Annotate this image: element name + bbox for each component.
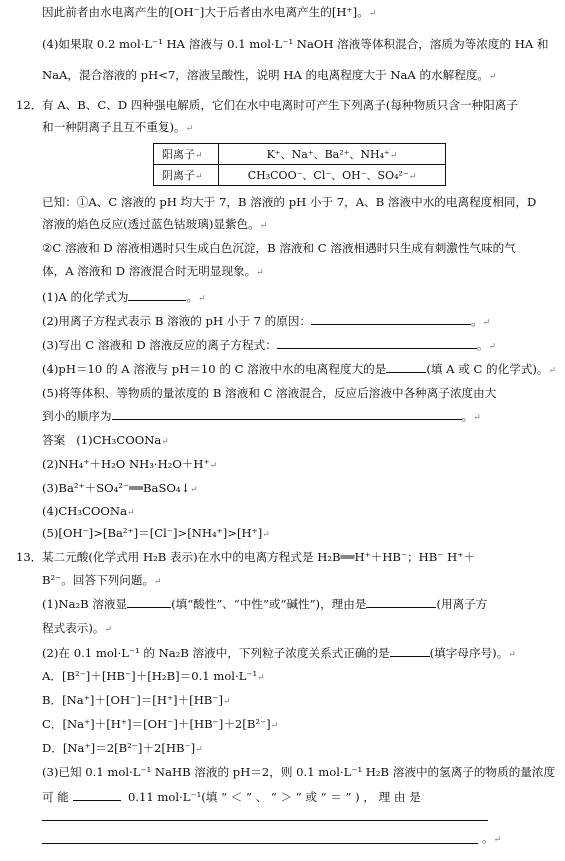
answer-line-blank[interactable] — [42, 843, 478, 844]
option-b: B．[Na⁺]＋[OH⁻]＝[H⁺]＋[HB⁻]↵ — [42, 693, 231, 707]
answer-blank[interactable] — [127, 596, 171, 608]
sub-question-13-3: (3)已知 0.1 mol·L⁻¹ NaHB 溶液的 pH＝2，则 0.1 mol·L⁻¹ H₂B 溶液中的氢离子的物质的量浓度 — [42, 765, 556, 779]
answer-line: (2)NH₄⁺＋H₂O NH₃·H₂O＋H⁺↵ — [42, 457, 218, 471]
answer-blank[interactable] — [128, 289, 186, 301]
sub-question-13-1: (1)Na₂B 溶液显 (填“酸性”、“中性”或“碱性”)，理由是 (用离子方 — [42, 597, 488, 611]
question-12-stem: 有 A、B、C、D 四种强电解质，它们在水中电离时可产生下列离子(每种物质只含一种阳离子 — [42, 98, 518, 112]
known-condition: ②C 溶液和 D 溶液相遇时只生成白色沉淀，B 溶液和 C 溶液相遇时只生成有刺激性气味的气 — [42, 241, 516, 255]
answer-blank[interactable] — [386, 361, 426, 373]
closing-period: 。↵ — [482, 831, 502, 845]
ion-table — [153, 143, 446, 186]
sub-question-3: (3)写出 C 溶液和 D 溶液反应的离子方程式： 。↵ — [42, 338, 496, 352]
sub-question-13-1: 程式表示)。↵ — [42, 621, 113, 635]
known-condition: 体，A 溶液和 D 溶液混合时无明显现象。↵ — [42, 264, 264, 278]
answer-line: (4)CH₃COONa↵ — [42, 504, 135, 518]
sub-question-13-3: 可 能 0.11 mol·L⁻¹(填 “ ＜ ” 、 “ ＞ ” 或 “ ＝ ” ) ， 理 由 是 — [42, 790, 421, 804]
answer-blank[interactable] — [390, 645, 430, 657]
answer-blank[interactable] — [311, 313, 471, 325]
cation-ions: K⁺、Na⁺、Ba²⁺、NH₄⁺↵ — [219, 144, 446, 165]
answer-blank[interactable] — [277, 337, 477, 349]
question-13-stem: 某二元酸(化学式用 H₂B 表示)在水中的电离方程式是 H₂B══H⁺＋HB⁻；HB⁻ H⁺＋ — [42, 550, 475, 564]
sub-question-1: (1)A 的化学式为 。↵ — [42, 290, 206, 304]
anion-label: 阴离子↵ — [154, 165, 219, 186]
option-d: D．[Na⁺]＝2[B²⁻]＋2[HB⁻]↵ — [42, 741, 203, 755]
answer-line: (3)Ba²⁺＋SO₄²⁻══BaSO₄↓↵ — [42, 481, 198, 495]
sub-question-5: (5)将等体积、等物质的量浓度的 B 溶液和 C 溶液混合，反应后溶液中各种离子浓度由大 — [42, 386, 497, 400]
sub-question-5: 到小的顺序为 。↵ — [42, 409, 481, 423]
answer-line-blank[interactable] — [42, 820, 488, 821]
answer-blank[interactable] — [73, 789, 121, 801]
option-c: C．[Na⁺]＋[H⁺]＝[OH⁻]＋[HB⁻]＋2[B²⁻]↵ — [42, 717, 279, 731]
answer-line: 答案 (1)CH₃COONa↵ — [42, 433, 169, 447]
text-line: (4)如果取 0.2 mol·L⁻¹ HA 溶液与 0.1 mol·L⁻¹ NaOH 溶液等体积混合，溶质为等浓度的 HA 和 — [42, 37, 549, 51]
answer-blank[interactable] — [366, 596, 436, 608]
question-12-number: 12． — [16, 98, 43, 112]
anion-ions: CH₃COO⁻、Cl⁻、OH⁻、SO₄²⁻↵ — [219, 165, 446, 186]
question-12-stem: 和一种阴离子且互不重复)。↵ — [42, 120, 194, 134]
sub-question-13-2: (2)在 0.1 mol·L⁻¹ 的 Na₂B 溶液中，下列粒子浓度关系式正确的是 (填字母序号)。↵ — [42, 646, 516, 660]
known-condition: 已知：①A、C 溶液的 pH 均大于 7，B 溶液的 pH 小于 7，A、B 溶液中水的电离程度相同，D — [42, 195, 537, 209]
question-13-stem: B²⁻。回答下列问题。↵ — [42, 573, 162, 587]
answer-line: (5)[OH⁻]>[Ba²⁺]＝[Cl⁻]>[NH₄⁺]>[H⁺]↵ — [42, 526, 270, 540]
option-a: A．[B²⁻]＋[HB⁻]＋[H₂B]＝0.1 mol·L⁻¹↵ — [42, 669, 265, 683]
answer-blank[interactable] — [112, 408, 462, 420]
sub-question-2: (2)用离子方程式表示 B 溶液的 pH 小于 7 的原因： 。↵ — [42, 314, 491, 328]
text-line: 因此前者由水电离产生的[OH⁻]大于后者由水电离产生的[H⁺]。↵ — [42, 5, 377, 19]
question-13-number: 13． — [16, 550, 43, 564]
cation-label: 阳离子↵ — [154, 144, 219, 165]
sub-question-4: (4)pH＝10 的 A 溶液与 pH＝10 的 C 溶液中水的电离程度大的是 (填 A 或 C 的化学式)。↵ — [42, 362, 557, 376]
table-row — [154, 144, 446, 165]
text-line: NaA，混合溶液的 pH<7，溶液呈酸性，说明 HA 的电离程度大于 NaA 的水解程度。↵ — [42, 68, 497, 82]
known-condition: 溶液的焰色反应(透过蓝色钴玻璃)显紫色。↵ — [42, 217, 268, 231]
table-row — [154, 165, 446, 186]
